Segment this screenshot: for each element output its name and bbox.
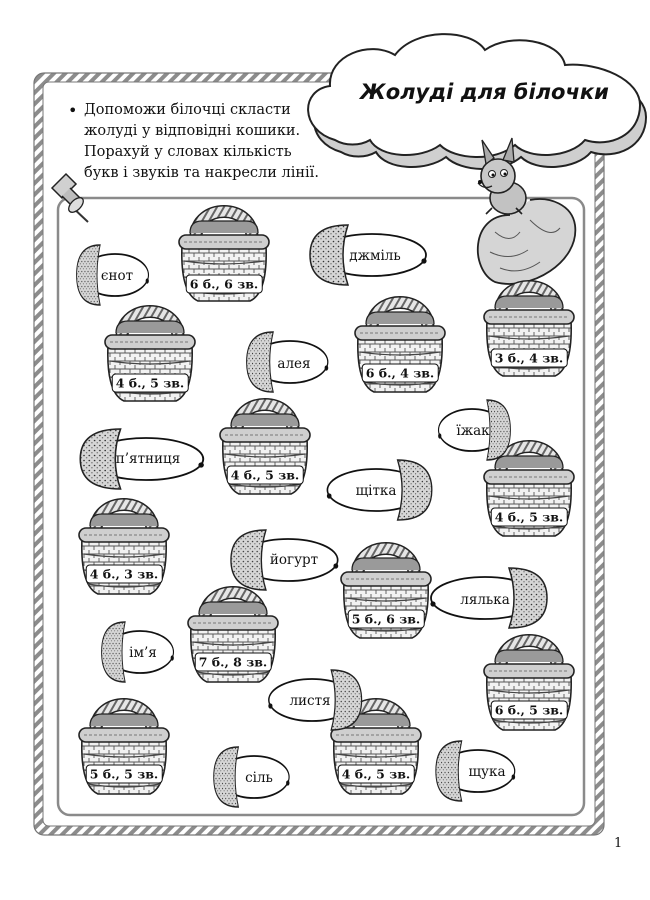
instruction-line: букв і звуків та накресли лінії. — [84, 165, 319, 181]
basket-label: 6 б., 6 зв. — [186, 275, 263, 294]
basket-label: 3 б., 4 зв. — [491, 349, 568, 368]
basket-label: 4 б., 5 зв. — [491, 508, 568, 527]
basket-label: 5 б., 5 зв. — [86, 765, 163, 784]
basket-label: 5 б., 6 зв. — [348, 610, 425, 629]
instruction-line: жолуді у відповідні кошики. — [84, 123, 301, 139]
page-number: 1 — [614, 836, 623, 851]
basket-label: 6 б., 5 зв. — [491, 701, 568, 720]
acorn-word: джміль — [349, 248, 401, 264]
acorn-word: єнот — [100, 268, 134, 284]
acorn-word: щука — [468, 764, 506, 780]
basket-label: 4 б., 5 зв. — [227, 466, 304, 485]
acorn-word: лялька — [460, 592, 510, 608]
bullet-icon: • — [68, 101, 78, 120]
instruction-text — [68, 100, 358, 184]
acorn-word: алея — [277, 356, 311, 372]
basket-label: 4 б., 3 зв. — [86, 565, 163, 584]
acorn-word: сіль — [245, 770, 273, 786]
acorn-word: листя — [289, 693, 331, 709]
acorn-word: йогурт — [269, 552, 319, 568]
basket-label: 4 б., 5 зв. — [112, 374, 189, 393]
acorn-word: їжак — [456, 423, 490, 439]
basket-label: 7 б., 8 зв. — [195, 653, 272, 672]
page-title: Жолуді для білочки — [360, 80, 609, 104]
instruction-line: Порахуй у словах кількість — [84, 144, 292, 160]
basket-label: 6 б., 4 зв. — [362, 364, 439, 383]
basket-label: 4 б., 5 зв. — [338, 765, 415, 784]
acorn-word: п’ятниця — [115, 451, 181, 467]
instruction-line: Допоможи білочці скласти — [84, 102, 291, 118]
acorn-word: ім’я — [129, 645, 157, 661]
acorn-word: щітка — [355, 483, 397, 499]
